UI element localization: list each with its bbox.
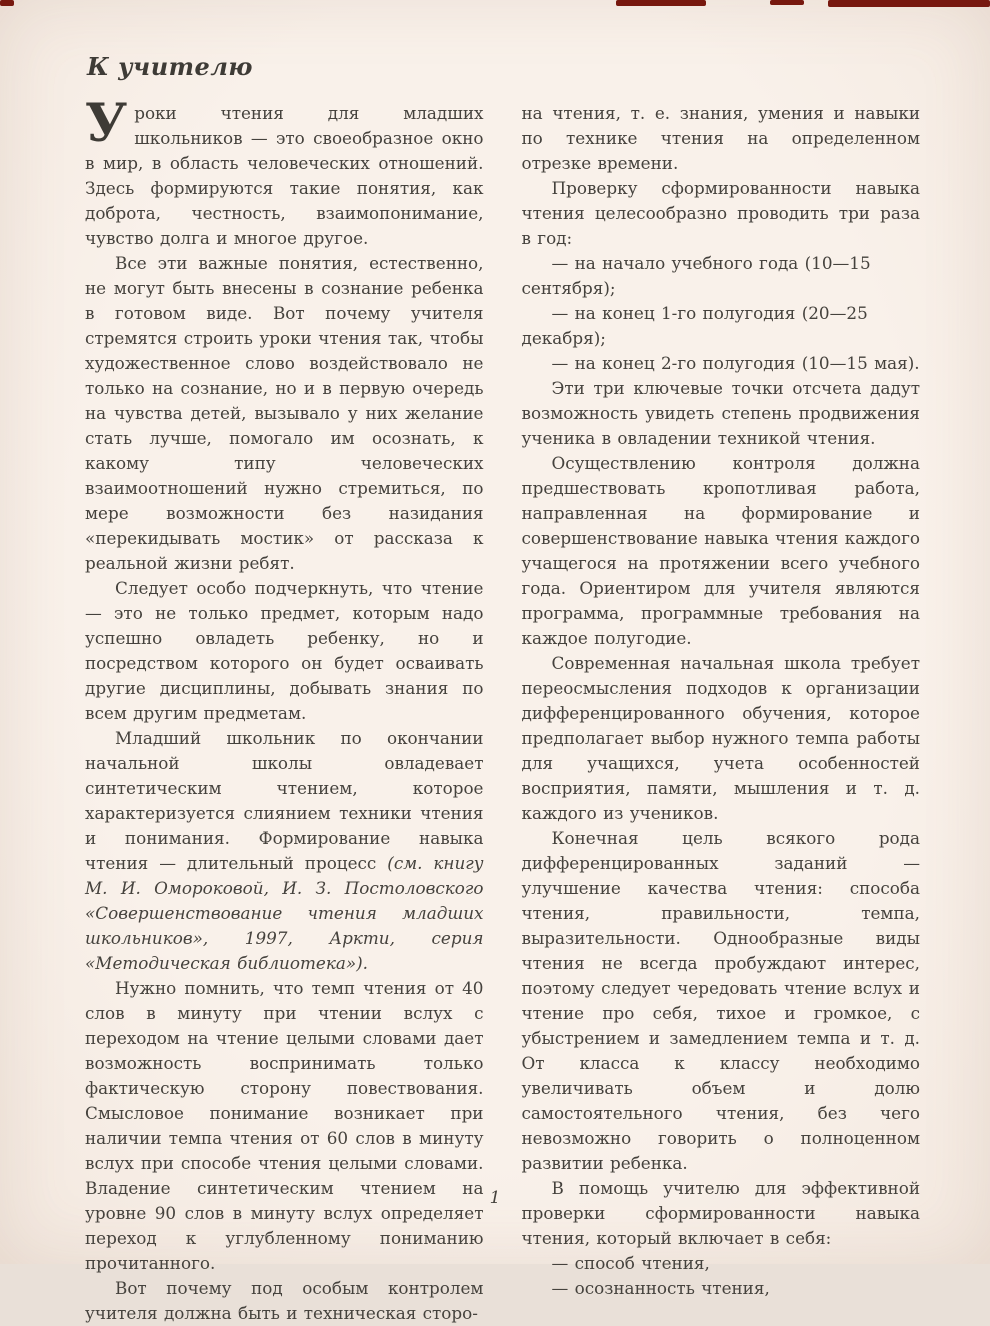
list-line: — осознанность чтения, [551, 1278, 770, 1298]
paragraph: В помощь учителю для эффективной проверки сформированности навыка чтения, который включает в себя: [521, 1178, 920, 1248]
paragraph: Младший школьник по окончании начальной школы овладевает синтетическим чтением, которое характеризуется слиянием техники чтения и понимания. Формирование навыка чтения — длительный процесс (см. книгу М. И. Омороковой, И. З. Постоловского «Совершенствование чтения младших школьников», 1997, Аркти, серия «Методическая библиотека»). [85, 728, 484, 973]
scan-artifact [616, 0, 706, 6]
paragraph: Осуществлению контроля должна предшествовать кропотливая работа, направленная на формирование и совершенствование навыка чтения каждого учащегося на протяжении всего учебного года. Ориентиром для учителя являются программа, программные требования на каждое полугодие. [521, 453, 920, 648]
scan-artifact [0, 0, 14, 6]
paragraph: Следует особо подчеркнуть, что чтение — это не только предмет, которым надо успешно овладеть ребенку, но и посредством которого он будет осваивать другие дисциплины, добывать знания по всем другим предметам. [85, 578, 484, 723]
text-columns [85, 93, 920, 1326]
paragraph: Современная начальная школа требует переосмысления подходов к организации дифференцированного обучения, которое предполагает выбор нужного темпа работы для учащихся, учета особенностей восприятия, памяти, мышления и т. д. каждого из учеников. [521, 653, 920, 823]
paragraph: на чтения, т. е. знания, умения и навыки по технике чтения на определенном отрезке времени. [521, 103, 920, 173]
paragraph: Эти три ключевые точки отсчета дадут возможность увидеть степень продвижения ученика в овладении техникой чтения. [521, 378, 920, 448]
page-title: К учителю [87, 52, 253, 81]
left-column [85, 93, 484, 1326]
paragraph: Все эти важные понятия, естественно, не могут быть внесены в сознание ребенка в готовом виде. Вот почему учителя стремятся строить уроки чтения так, чтобы художественное слово воздействовало не только на сознание, но и в первую очередь на чувства детей, вызывало у них желание стать лучше, помогало им осознать, к какому типу человеческих взаимоотношений нужно стремиться, по мере возможности без назидания «перекидывать мостик» от рассказа к реальной жизни ребят. [85, 253, 484, 573]
paragraph: Вот почему под особым контролем учителя должна быть и техническая сторо- [85, 1278, 484, 1323]
scan-artifact [770, 0, 804, 5]
drop-cap: У [85, 93, 128, 154]
list-line: — на начало учебного года (10—15 сентября); [521, 253, 871, 298]
page-number: 1 [489, 1188, 501, 1208]
right-column [522, 101, 921, 1326]
list-line: — на конец 1-го полугодия (20—25 декабря); [521, 303, 868, 348]
paragraph: Проверку сформированности навыка чтения целесообразно проводить три раза в год: [521, 178, 920, 248]
scan-artifact [828, 0, 990, 7]
list-line: — на конец 2-го полугодия (10—15 мая). [551, 353, 920, 373]
list-line: — способ чтения, [551, 1253, 710, 1273]
paragraph: Уроки чтения для младших школьников — это своеобразное окно в мир, в область человеческих отношений. Здесь формируются такие понятия, как доброта, честность, взаимопонимание, чувство долга и многое другое. [85, 93, 484, 248]
book-reference: (см. книгу М. И. Омороковой, И. З. Постоловского «Совершенствование чтения младших школьников», 1997, Аркти, серия «Методическая библиотека»). [85, 853, 484, 973]
paragraph: Нужно помнить, что темп чтения от 40 слов в минуту при чтении вслух с переходом на чтение целыми словами дает возможность воспринимать только фактическую сторону повествования. Смысловое понимание возникает при наличии темпа чтения от 60 слов в минуту вслух при способе чтения целыми словами. Владение синтетическим чтением на уровне 90 слов в минуту вслух определяет переход к углубленному пониманию прочитанного. [85, 978, 484, 1273]
paragraph: Конечная цель всякого рода дифференцированных заданий — улучшение качества чтения: способа чтения, правильности, темпа, выразительности. Однообразные виды чтения не всегда пробуждают интерес, поэтому следует чередовать чтение вслух и чтение про себя, тихое и громкое, с убыстрением и замедлением темпа и т. д. От класса к классу необходимо увеличивать объем и долю самостоятельного чтения, без чего невозможно говорить о полноценном развитии ребенка. [521, 828, 920, 1173]
